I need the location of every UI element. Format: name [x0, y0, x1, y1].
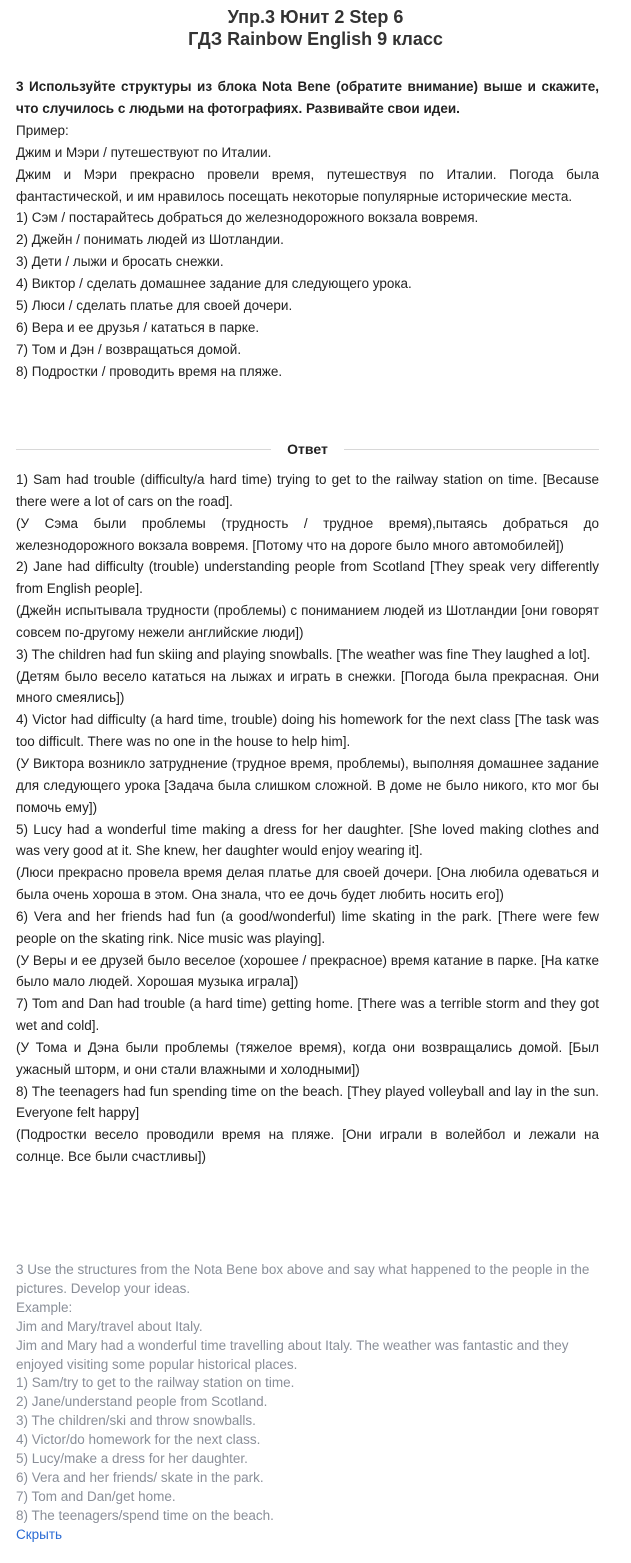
- answer-paragraph: 4) Victor had difficulty (a hard time, trouble) doing his homework for the next class [The task was too difficult. There was no one in the house to help him].: [16, 712, 599, 750]
- title-line-2: ГДЗ Rainbow English 9 класс: [188, 29, 443, 49]
- task-lead: 3 Используйте структуры из блока Nota Bene (обратите внимание) выше и скажите, что случилось с людьми на фотографиях. Развивайте свои идеи.: [16, 79, 599, 116]
- answer-divider: [16, 438, 599, 462]
- answer-translation: (Джейн испытывала трудности (проблемы) с пониманием людей из Шотландии [они говорят совсем по-другому нежели английские люди]): [16, 603, 599, 640]
- english-task-item: 7) Tom and Dan/get home.: [16, 1488, 176, 1504]
- answer-paragraph: 1) Sam had trouble (difficulty/a hard time) trying to get to the railway station on time. [Because there were a lot of cars on the road].: [16, 472, 599, 509]
- english-example-label: Example:: [16, 1299, 73, 1315]
- english-task-item: 1) Sam/try to get to the railway station on time.: [16, 1375, 295, 1391]
- english-original-section: [16, 1261, 601, 1545]
- hide-link[interactable]: Скрыть: [16, 1526, 63, 1542]
- task-item: 2) Джейн / понимать людей из Шотландии.: [16, 232, 284, 248]
- english-task-item: 4) Victor/do homework for the next class.: [16, 1432, 261, 1448]
- answer-translation: (У Веры и ее друзей было веселое (хорошее / прекрасное) время катание в парке. [На катке было мало людей. Хорошая музыка играла]): [16, 952, 599, 990]
- answer-translation: (Подростки весело проводили время на пляже. [Они играли в волейбол и лежали на солнце. Все были счастливы]): [16, 1127, 599, 1165]
- answer-translation: (У Виктора возникло затруднение (трудное время, проблемы), выполняя домашнее задание для следующего урока [Задача была слишком сложной. В доме не было никого, кто мог бы помочь ему]): [16, 755, 599, 815]
- task-item: 3) Дети / лыжи и бросать снежки.: [16, 254, 224, 270]
- english-example-text: Jim and Mary had a wonderful time travelling about Italy. The weather was fantastic and they enjoyed visiting some popular historical places.: [16, 1337, 569, 1372]
- answer-heading: Ответ: [287, 441, 328, 457]
- page-title: [0, 0, 631, 50]
- answer-paragraph: 6) Vera and her friends had fun (a good/wonderful) lime skating in the park. [There were few people on the skating rink. Nice music was playing].: [16, 908, 599, 946]
- answer-translation: (У Тома и Дэна были проблемы (тяжелое время), когда они возвращались домой. [Был ужасный шторм, и они стали влажными и холодными]): [16, 1039, 599, 1077]
- answer-section: [16, 469, 599, 1168]
- answer-paragraph: 7) Tom and Dan had trouble (a hard time) getting home. [There was a terrible storm and they got wet and cold].: [16, 996, 599, 1034]
- task-item: 6) Вера и ее друзья / кататься в парке.: [16, 319, 260, 335]
- answer-paragraph: 2) Jane had difficulty (trouble) understanding people from Scotland [They speak very differently from English people].: [16, 559, 599, 597]
- task-item: 7) Том и Дэн / возвращаться домой.: [16, 341, 242, 357]
- answer-paragraph: 8) The teenagers had fun spending time on the beach. [They played volleyball and lay in the sun. Everyone felt happy]: [16, 1083, 599, 1121]
- task-item: 4) Виктор / сделать домашнее задание для следующего урока.: [16, 276, 412, 292]
- answer-translation: (У Сэма были проблемы (трудность / трудное время),пытаясь добраться до железнодорожного вокзала вовремя. [Потому что на дороге было много автомобилей]): [16, 515, 599, 553]
- task-item: 8) Подростки / проводить время на пляже.: [16, 363, 283, 379]
- title-line-1: Упр.3 Юнит 2 Step 6: [227, 7, 404, 27]
- english-task-lead: 3 Use the structures from the Nota Bene box above and say what happened to the people in the pictures. Develop your ideas.: [16, 1262, 590, 1296]
- example-prompt: Джим и Мэри / путешествуют по Италии.: [16, 144, 272, 160]
- task-section: [16, 76, 599, 383]
- answer-translation: (Люси прекрасно провела время делая платье для своей дочери. [Она любила одеваться и была очень хороша в этом. Она знала, что ее дочь будет любить носить его]): [16, 865, 599, 903]
- example-label: Пример:: [16, 122, 69, 138]
- answer-paragraph: 5) Lucy had a wonderful time making a dress for her daughter. [She loved making clothes and was very good at it. She knew, her daughter would enjoy wearing it].: [16, 821, 599, 859]
- divider-line-right: [344, 449, 599, 450]
- example-text: Джим и Мэри прекрасно провели время, путешествуя по Италии. Погода была фантастической, и им нравилось посещать некоторые популярные исторические места.: [16, 166, 599, 204]
- answer-paragraph: 3) The children had fun skiing and playing snowballs. [The weather was fine They laughed a lot].: [16, 646, 591, 662]
- english-task-item: 8) The teenagers/spend time on the beach.: [16, 1507, 274, 1523]
- english-task-item: 5) Lucy/make a dress for her daughter.: [16, 1451, 248, 1467]
- english-example-prompt: Jim and Mary/travel about Italy.: [16, 1318, 203, 1334]
- english-task-item: 3) The children/ski and throw snowballs.: [16, 1413, 256, 1429]
- task-item: 5) Люси / сделать платье для своей дочери.: [16, 298, 293, 314]
- english-task-item: 2) Jane/understand people from Scotland.: [16, 1394, 268, 1410]
- answer-translation: (Детям было весело кататься на лыжах и играть в снежки. [Погода была прекрасная. Они много смеялись]): [16, 668, 599, 706]
- english-task-item: 6) Vera and her friends/ skate in the park.: [16, 1469, 264, 1485]
- task-item: 1) Сэм / постарайтесь добраться до железнодорожного вокзала вовремя.: [16, 210, 479, 226]
